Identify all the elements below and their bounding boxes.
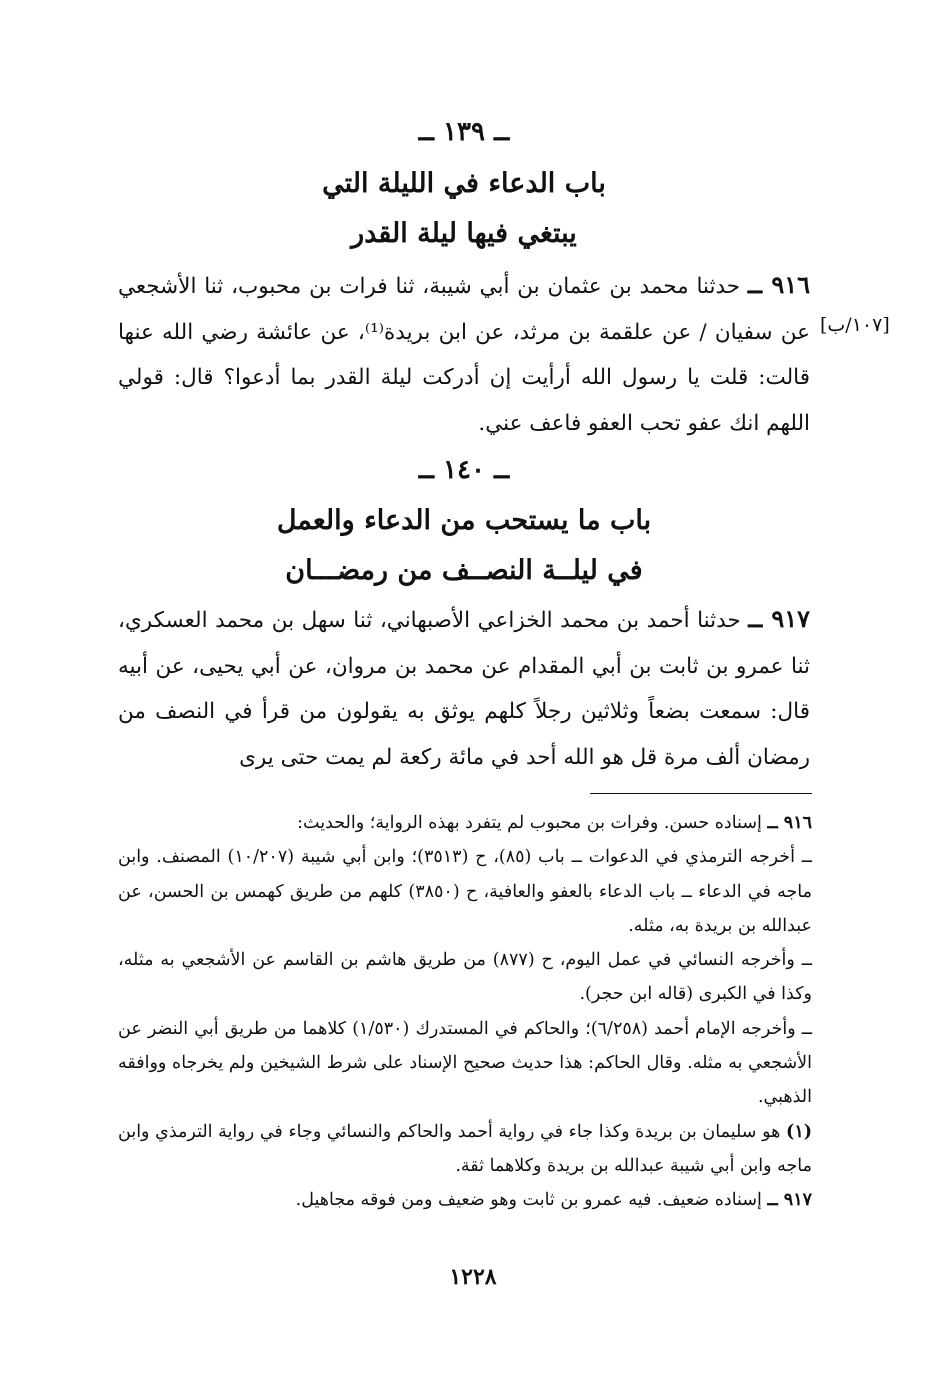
footnote-separator xyxy=(590,793,812,794)
footnote-text: ــ وأخرجه النسائي في عمل اليوم، ح (٨٧٧) من طريق هاشم بن القاسم عن الأشجعي به مثله، وكذا في الكبرى (قاله ابن حجر). xyxy=(118,950,812,1005)
footnote-text: إسناده حسن. وفرات بن محبوب لم يتفرد بهذه الرواية؛ والحديث: xyxy=(297,813,762,833)
footnote-number: ٩١٧ ــ xyxy=(767,1190,812,1211)
hadith-number: ٩١٧ ــ xyxy=(748,604,811,633)
hadith-number: ٩١٦ ــ xyxy=(747,270,810,299)
chapter-title xyxy=(118,159,810,259)
footnote-text: ــ أخرجه الترمذي في الدعوات ــ باب (٨٥)، ح (٣٥١٣)؛ وابن أبي شيبة (١٠/٢٠٧) المصنف. وابن ماجه في الدعاء ــ باب الدعاء بالعفو والعافية، ح (٣٨٥٠) كلهم من طريق كهمس بن الحسن، عن عبدالله بن بريدة به، مثله. xyxy=(118,847,813,936)
chapter-title-line: باب الدعاء في الليلة التي xyxy=(322,168,606,199)
footnote xyxy=(118,1183,812,1217)
footnotes xyxy=(118,806,812,1218)
footnote-number: (١) xyxy=(786,1121,812,1142)
hadith-paragraph xyxy=(118,262,810,446)
footnote-text: إسناده ضعيف. فيه عمرو بن ثابت وهو ضعيف ومن فوقه مجاهيل. xyxy=(295,1190,762,1211)
footnote-text: هو سليمان بن بريدة وكذا جاء في رواية أحمد والحاكم والنسائي وجاء في رواية الترمذي وابن ماجه وابن أبي شيبة عبدالله بن بريدة وكلاهما ثقة. xyxy=(118,1121,812,1176)
chapter-number: ــ ١٤٠ ــ xyxy=(418,455,510,485)
footnote xyxy=(118,943,812,1012)
chapter-number: ــ ١٣٩ ــ xyxy=(418,117,510,147)
chapter-title-line: باب ما يستحب من الدعاء والعمل xyxy=(276,505,652,536)
hadith-text: حدثنا محمد بن عثمان بن أبي شيبة، ثنا فرات بن محبوب، ثنا الأشجعي عن سفيان / عن علقمة بن مرثد، عن ابن بريدة⁽¹⁾، عن عائشة رضي الله عنها قالت: قلت يا رسول الله أرأيت إن أدركت ليلة القدر بما أدعوا؟ قال: قولي اللهم انك عفو تحب العفو فاعف عني. xyxy=(118,274,810,436)
footnote xyxy=(118,1115,812,1184)
page-number: ١٢٢٨ xyxy=(449,1264,497,1290)
hadith-paragraph xyxy=(118,596,810,780)
footnote-number: ٩١٦ ــ xyxy=(767,813,812,833)
chapter-title-line: يبتغي فيها ليلة القدر xyxy=(351,218,577,249)
hadith-text: حدثنا أحمد بن محمد الخزاعي الأصبهاني، ثنا سهل بن محمد العسكري، ثنا عمرو بن ثابت بن أبي المقدام عن محمد بن مروان، عن أبي يحيى، عن أبيه قال: سمعت بضعاً وثلاثين رجلاً كلهم يوثق به يقولون من قرأ في النصف من رمضان ألف مرة قل هو الله أحد في مائة ركعة لم يمت حتى يرى xyxy=(118,608,810,770)
footnote xyxy=(118,840,812,943)
folio-margin-note: [١٠٧/ب] xyxy=(820,314,890,336)
footnote xyxy=(118,806,812,840)
chapter-title-line: في ليلــة النصــف من رمضـــان xyxy=(285,555,643,586)
chapter-title xyxy=(118,496,810,596)
footnote-text: ــ وأخرجه الإمام أحمد (٦/٢٥٨)؛ والحاكم في المستدرك (١/٥٣٠) كلاهما من طريق أبي النضر عن الأشجعي به مثله. وقال الحاكم: هذا حديث صحيح الإسناد على شرط الشيخين ولم يخرجاه ووافقه الذهبي. xyxy=(118,1018,813,1108)
footnote xyxy=(118,1012,812,1115)
